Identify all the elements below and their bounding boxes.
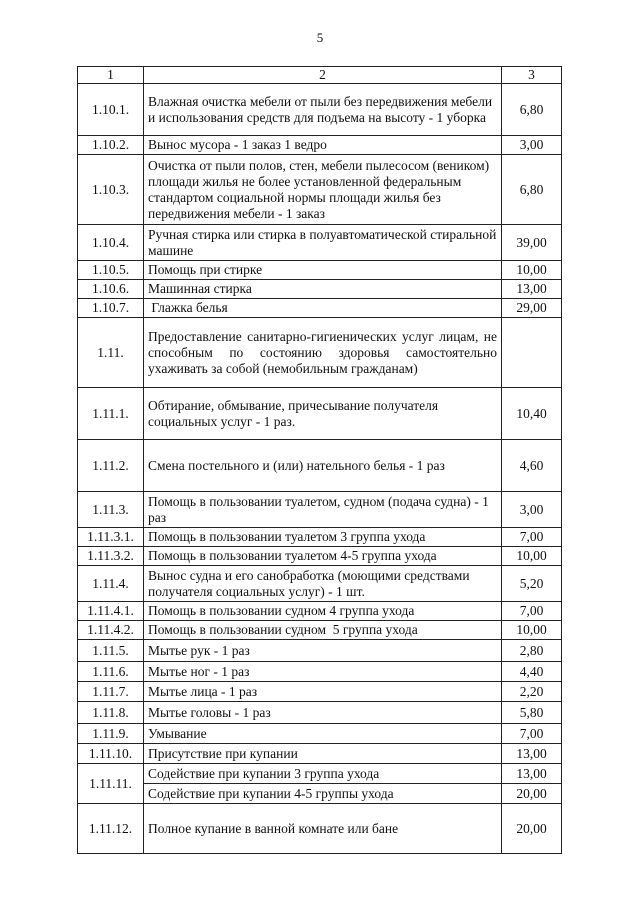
row-name: Смена постельного и (или) нательного белья - 1 раз [144, 440, 502, 492]
table-row [78, 225, 562, 261]
table-row [78, 621, 562, 640]
row-code: 1.11.4.1. [78, 602, 144, 621]
table-row [78, 136, 562, 155]
row-name: Помощь в пользовании туалетом 3 группа ухода [144, 528, 502, 547]
table-row [78, 492, 562, 528]
row-name: Помощь в пользовании судном 5 группа ухода [144, 621, 502, 640]
table-row [78, 155, 562, 225]
table-row [78, 764, 562, 784]
row-code: 1.11.3.2. [78, 547, 144, 566]
table-row [78, 804, 562, 854]
table-row [78, 84, 562, 136]
row-code: 1.10.3. [78, 155, 144, 225]
row-price: 10,00 [502, 261, 562, 280]
table-row [78, 662, 562, 682]
header-cell-name: 2 [144, 67, 502, 84]
page-number: 5 [316, 30, 324, 45]
table-row [78, 318, 562, 388]
row-code: 1.11.12. [78, 804, 144, 854]
row-code: 1.10.1. [78, 84, 144, 136]
row-price: 10,00 [502, 621, 562, 640]
table-row [78, 602, 562, 621]
row-name: Помощь в пользовании туалетом, судном (подача судна) - 1 раз [144, 492, 502, 528]
row-name: Предоставление санитарно-гигиенических услуг лицам, не способным по состоянию здоровья самостоятельно ухаживать за собой (немобильным гражданам) [144, 318, 502, 388]
row-code: 1.11.10. [78, 744, 144, 764]
row-name: Обтирание, обмывание, причесывание получателя социальных услуг - 1 раз. [144, 388, 502, 440]
table-row [78, 261, 562, 280]
row-name: Помощь в пользовании судном 4 группа ухода [144, 602, 502, 621]
row-code: 1.11.8. [78, 702, 144, 724]
table-row [78, 528, 562, 547]
row-name: Мытье лица - 1 раз [144, 682, 502, 702]
table-row [78, 702, 562, 724]
row-code: 1.11.6. [78, 662, 144, 682]
row-price: 10,40 [502, 388, 562, 440]
row-name: Мытье рук - 1 раз [144, 640, 502, 662]
table-row [78, 299, 562, 318]
row-price: 3,00 [502, 136, 562, 155]
row-name: Помощь в пользовании туалетом 4-5 группа ухода [144, 547, 502, 566]
row-price: 6,80 [502, 155, 562, 225]
row-price: 20,00 [502, 804, 562, 854]
row-name: Очистка от пыли полов, стен, мебели пылесосом (веником) площади жилья не более установленной федеральным стандартом социальной нормы площади жилья без передвижения мебели - 1 заказ [144, 155, 502, 225]
row-price: 13,00 [502, 744, 562, 764]
row-code: 1.11.4. [78, 566, 144, 602]
row-price: 20,00 [502, 784, 562, 804]
row-price [502, 318, 562, 388]
row-name: Вынос мусора - 1 заказ 1 ведро [144, 136, 502, 155]
row-price: 5,20 [502, 566, 562, 602]
row-price: 7,00 [502, 724, 562, 744]
table-row [78, 547, 562, 566]
table-header-row [78, 67, 562, 84]
row-name: Вынос судна и его санобработка (моющими средствами получателя социальных услуг) - 1 шт. [144, 566, 502, 602]
row-code: 1.11.5. [78, 640, 144, 662]
row-name: Влажная очистка мебели от пыли без передвижения мебели и использования средств для подъема на высоту - 1 уборка [144, 84, 502, 136]
row-code: 1.10.6. [78, 280, 144, 299]
row-code: 1.11.11. [78, 764, 144, 804]
row-price: 5,80 [502, 702, 562, 724]
row-name: Полное купание в ванной комнате или бане [144, 804, 502, 854]
row-code: 1.11.9. [78, 724, 144, 744]
header-cell-code: 1 [78, 67, 144, 84]
row-name: Содействие при купании 4-5 группы ухода [144, 784, 502, 804]
row-name: Мытье головы - 1 раз [144, 702, 502, 724]
row-code: 1.10.2. [78, 136, 144, 155]
row-price: 39,00 [502, 225, 562, 261]
table-row [78, 440, 562, 492]
row-name: Глажка белья [144, 299, 502, 318]
row-price: 2,20 [502, 682, 562, 702]
table-row [78, 784, 562, 804]
row-price: 3,00 [502, 492, 562, 528]
row-name: Содействие при купании 3 группа ухода [144, 764, 502, 784]
row-name: Ручная стирка или стирка в полуавтоматической стиральной машине [144, 225, 502, 261]
row-code: 1.10.5. [78, 261, 144, 280]
row-code: 1.11. [78, 318, 144, 388]
table-row [78, 640, 562, 662]
row-code: 1.11.3. [78, 492, 144, 528]
row-name: Мытье ног - 1 раз [144, 662, 502, 682]
row-price: 10,00 [502, 547, 562, 566]
services-price-table [77, 66, 562, 854]
table-row [78, 724, 562, 744]
table-row [78, 682, 562, 702]
header-cell-price: 3 [502, 67, 562, 84]
row-name: Помощь при стирке [144, 261, 502, 280]
row-price: 29,00 [502, 299, 562, 318]
table-row [78, 744, 562, 764]
table-row [78, 388, 562, 440]
row-code: 1.11.2. [78, 440, 144, 492]
row-price: 7,00 [502, 602, 562, 621]
row-price: 2,80 [502, 640, 562, 662]
row-price: 4,40 [502, 662, 562, 682]
row-name: Умывание [144, 724, 502, 744]
row-code: 1.10.7. [78, 299, 144, 318]
row-name: Машинная стирка [144, 280, 502, 299]
row-code: 1.10.4. [78, 225, 144, 261]
row-code: 1.11.1. [78, 388, 144, 440]
table-row [78, 566, 562, 602]
row-price: 13,00 [502, 280, 562, 299]
row-code: 1.11.3.1. [78, 528, 144, 547]
table-row [78, 280, 562, 299]
row-price: 7,00 [502, 528, 562, 547]
row-price: 6,80 [502, 84, 562, 136]
row-code: 1.11.4.2. [78, 621, 144, 640]
row-price: 13,00 [502, 764, 562, 784]
row-price: 4,60 [502, 440, 562, 492]
row-name: Присутствие при купании [144, 744, 502, 764]
row-code: 1.11.7. [78, 682, 144, 702]
